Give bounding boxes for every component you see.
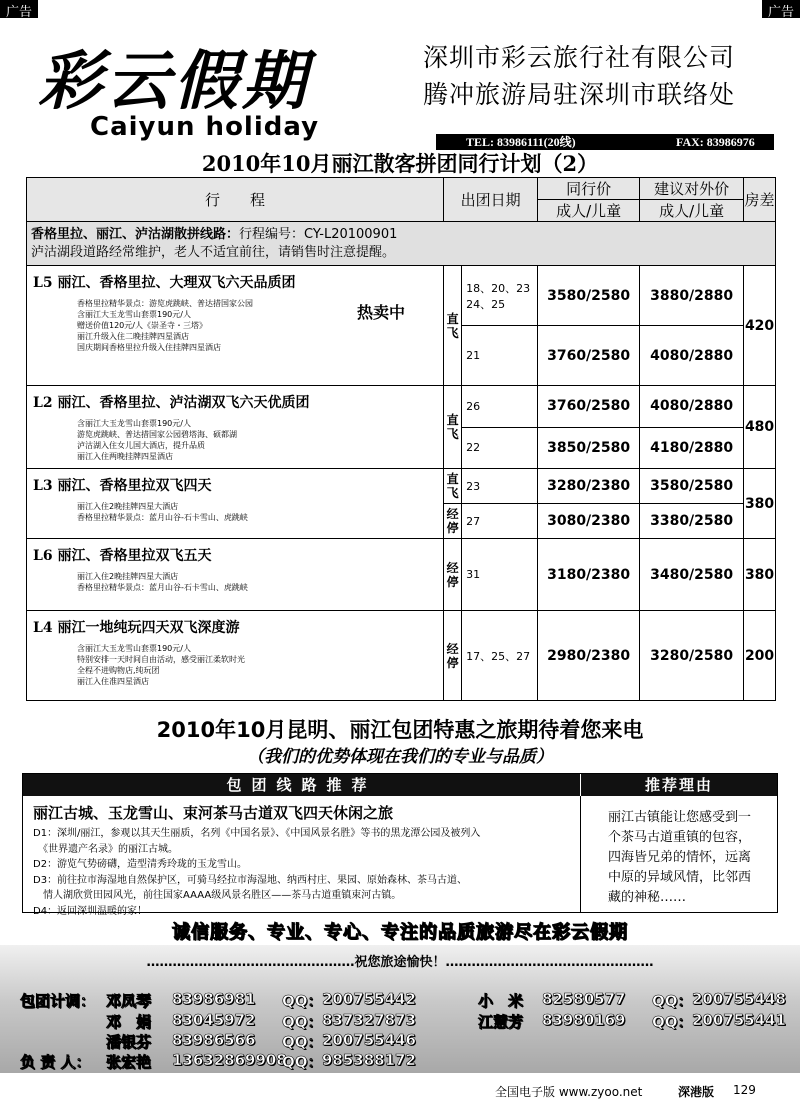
suggest-price: 3480/2580 (640, 539, 744, 611)
ad-label-left: 广告 (0, 0, 38, 18)
header-room-diff: 房差 (744, 178, 776, 222)
route-desc: 游览虎跳峡、普达措国家公园碧塔海、硕都湖 (77, 430, 237, 439)
contact-qq: 200755448 (692, 990, 786, 1008)
flight-mode: 直飞 (444, 386, 462, 469)
day-item: 情人湖欣赏田园风光，前往国家AAAA级风景名胜区——茶马古道重镇束河古镇。 (33, 890, 402, 901)
route-title: L4 丽江一地纯玩四天双飞深度游 (33, 620, 240, 636)
room-diff: 420 (744, 266, 776, 386)
route-desc: 含丽江大玉龙雪山套票190元/人 (77, 644, 191, 653)
peer-price: 3580/2580 (538, 266, 640, 326)
slogan: 诚信服务、专业、专心、专注的品质旅游尽在彩云假期 (172, 922, 628, 943)
room-diff: 380 (744, 469, 776, 539)
header-date: 出团日期 (444, 178, 538, 222)
manager-label: 负 责 人： (20, 1053, 91, 1071)
group-code: 行程编号：CY-L20100901 (239, 226, 398, 242)
day-item: D1：深圳/丽江，参观以其天生丽质，名列《中国名景》、《中国风景名胜》等书的黑龙潭公园及被列入 (33, 828, 481, 839)
contact-phone: 83986981 (172, 990, 256, 1008)
departure-date: 18、20、23 24、25 (462, 266, 538, 326)
contact-phone: 13632869908 (172, 1051, 287, 1069)
contact-qq: 200755442 (322, 990, 416, 1008)
contact-phone: 83045972 (172, 1011, 256, 1029)
plan-title: 2010年10月丽江散客拼团同行计划（2） (201, 151, 599, 176)
group-title: 香格里拉、丽江、泸沽湖散拼线路： (31, 226, 240, 242)
room-diff: 200 (744, 611, 776, 701)
departure-date: 31 (462, 539, 538, 611)
wish-line: …………………………………………祝您旅途愉快！………………………………………… (146, 955, 654, 970)
qq-label: QQ： (282, 1053, 323, 1071)
peer-price: 3280/2380 (538, 469, 640, 504)
route-title: L6 丽江、香格里拉双飞五天 (33, 548, 212, 564)
footer-edition: 深港版 (678, 1085, 715, 1099)
peer-price: 2980/2380 (538, 611, 640, 701)
peer-price: 3850/2580 (538, 427, 640, 469)
itinerary-table (26, 177, 776, 701)
header-itinerary: 行 程 (27, 178, 444, 222)
section2-title: 2010年10月昆明、丽江包团特惠之旅期待着您来电 (156, 718, 644, 742)
flight-mode: 直飞 (444, 266, 462, 386)
contact-phone: 83986566 (172, 1031, 256, 1049)
route-desc: 香格里拉精华景点：蓝月山谷-石卡雪山、虎跳峡 (77, 583, 248, 592)
qq-label: QQ： (282, 992, 323, 1010)
route-desc: 丽江入住2晚挂牌四星大酒店 (77, 572, 179, 581)
day-item: 《世界遗产名录》的丽江古城。 (33, 843, 178, 855)
route-desc: 丽江升级入住二晚挂牌四星酒店 (77, 332, 189, 341)
route-desc: 全程不进购物店,纯玩团 (77, 666, 160, 675)
route-l5 (27, 266, 444, 386)
reason-text: 丽江古镇能让您感受到一个茶马古道重镇的包容，四海皆兄弟的情怀，远离中原的异域风情，比邻西藏的神秘…… (608, 810, 752, 905)
flight-mode: 经停 (444, 611, 462, 701)
contacts-panel (0, 945, 800, 1073)
suggest-price: 4080/2880 (640, 386, 744, 428)
peer-price: 3080/2380 (538, 504, 640, 539)
route-l2 (27, 386, 444, 469)
telephone: TEL: 83986111(20线) (466, 135, 576, 149)
route-desc: 香格里拉精华景点：蓝月山谷-石卡雪山、虎跳峡 (77, 513, 248, 522)
contact-qq: 200755446 (322, 1031, 416, 1049)
package-header: 包团线路推荐 (23, 774, 580, 796)
qq-label: QQ： (282, 1013, 323, 1031)
contact-phone: 82580577 (542, 990, 626, 1008)
contact-name: 邓 娟 (106, 1013, 152, 1031)
departure-date: 23 (462, 469, 538, 504)
header-peer-price: 同行价 (538, 178, 640, 200)
suggest-price: 3580/2580 (640, 469, 744, 504)
contact-name: 江慧芳 (478, 1013, 524, 1031)
header-suggest-price: 建议对外价 (640, 178, 744, 200)
group-note (27, 222, 776, 266)
departure-date: 27 (462, 504, 538, 539)
suggest-price: 4080/2880 (640, 326, 744, 386)
contact-qq: 837327873 (322, 1011, 416, 1029)
route-desc: 泸沽湖入住女儿国大酒店，提升品质 (77, 441, 205, 450)
package-box (22, 773, 778, 917)
departure-date: 17、25、27 (462, 611, 538, 701)
hot-sale-tag: 热卖中 (357, 303, 406, 322)
route-l4 (27, 611, 444, 701)
reason-header: 推荐理由 (581, 774, 777, 796)
suggest-price: 4180/2880 (640, 427, 744, 469)
peer-price: 3760/2580 (538, 386, 640, 428)
office-name: 腾冲旅游局驻深圳市联络处 (423, 80, 736, 109)
route-desc: 含丽江大玉龙雪山套票190元/人 (77, 419, 191, 428)
footer-site[interactable]: 全国电子版 www.zyoo.net (495, 1085, 643, 1099)
logo-english: Caiyun holiday (90, 112, 320, 142)
suggest-price: 3380/2580 (640, 504, 744, 539)
route-desc: 特别安排一天时间自由活动，感受丽江柔软时光 (77, 655, 245, 664)
page-number: 129 (733, 1083, 756, 1097)
route-desc: 丽江入住2晚挂牌四星大酒店 (77, 502, 179, 511)
section2-subtitle: （我们的优势体现在我们的专业与品质） (247, 747, 553, 767)
route-title: L2 丽江、香格里拉、泸沽湖双飞六天优质团 (33, 395, 310, 411)
route-desc: 国庆期间香格里拉升级入住挂牌四星酒店 (77, 343, 221, 352)
suggest-price: 3280/2580 (640, 611, 744, 701)
route-desc: 香格里拉精华景点：游览虎跳峡、普达措国家公园 (77, 299, 253, 308)
contact-phone: 83980169 (542, 1011, 626, 1029)
header-suggest-sub: 成人/儿童 (640, 200, 744, 222)
contact-name: 潘银芬 (106, 1033, 152, 1051)
route-l6 (27, 539, 444, 611)
departure-date: 22 (462, 427, 538, 469)
peer-price: 3760/2580 (538, 326, 640, 386)
footer (0, 1080, 800, 1100)
logo-chinese: 彩云假期 (38, 44, 310, 119)
flight-mode: 经停 (444, 539, 462, 611)
company-name: 深圳市彩云旅行社有限公司 (423, 43, 736, 72)
route-desc: 赠送价值120元/人《崇圣寺・三塔》 (77, 321, 207, 330)
qq-label: QQ： (652, 992, 693, 1010)
fax: FAX: 83986976 (676, 135, 755, 149)
qq-label: QQ： (652, 1013, 693, 1031)
suggest-price: 3880/2880 (640, 266, 744, 326)
room-diff: 480 (744, 386, 776, 469)
header (28, 20, 778, 149)
consult-label: 包团计调： (20, 992, 96, 1010)
route-desc: 丽江入住两晚挂牌四星酒店 (77, 452, 173, 461)
departure-date: 21 (462, 326, 538, 386)
contact-name: 邓凤琴 (106, 992, 152, 1010)
package-route-title: 丽江古城、玉龙雪山、束河茶马古道双飞四天休闲之旅 (33, 804, 394, 822)
route-desc: 含丽江大玉龙雪山套票190元/人 (77, 310, 191, 319)
day-item: D2：游览气势磅礴，造型清秀玲珑的玉龙雪山。 (33, 859, 248, 870)
route-desc: 丽江入住准四星酒店 (77, 677, 149, 686)
route-l3 (27, 469, 444, 539)
contact-name: 张宏艳 (106, 1053, 152, 1071)
flight-mode: 直飞 (444, 469, 462, 504)
contact-qq: 200755441 (692, 1011, 786, 1029)
qq-label: QQ： (282, 1033, 323, 1051)
flight-mode: 经停 (444, 504, 462, 539)
group-warning: 泸沽湖段道路经常维护，老人不适宜前往，请销售时注意提醒。 (31, 244, 396, 260)
room-diff: 380 (744, 539, 776, 611)
route-title: L3 丽江、香格里拉双飞四天 (33, 478, 212, 494)
day-item: D4：返回深圳温暖的家！ (33, 905, 148, 917)
day-item: D3：前往拉市海湿地自然保护区，可骑马经拉市海湿地、纳西村庄、果园、原始森林、茶马古道、 (33, 874, 468, 886)
package-days (33, 826, 573, 919)
ad-label-right: 广告 (762, 0, 800, 18)
departure-date: 26 (462, 386, 538, 428)
route-title: L5 丽江、香格里拉、大理双飞六天品质团 (33, 275, 296, 291)
peer-price: 3180/2380 (538, 539, 640, 611)
contact-name: 小 米 (478, 992, 524, 1010)
divider (580, 796, 581, 912)
header-peer-sub: 成人/儿童 (538, 200, 640, 222)
contact-qq: 985388172 (322, 1051, 416, 1069)
